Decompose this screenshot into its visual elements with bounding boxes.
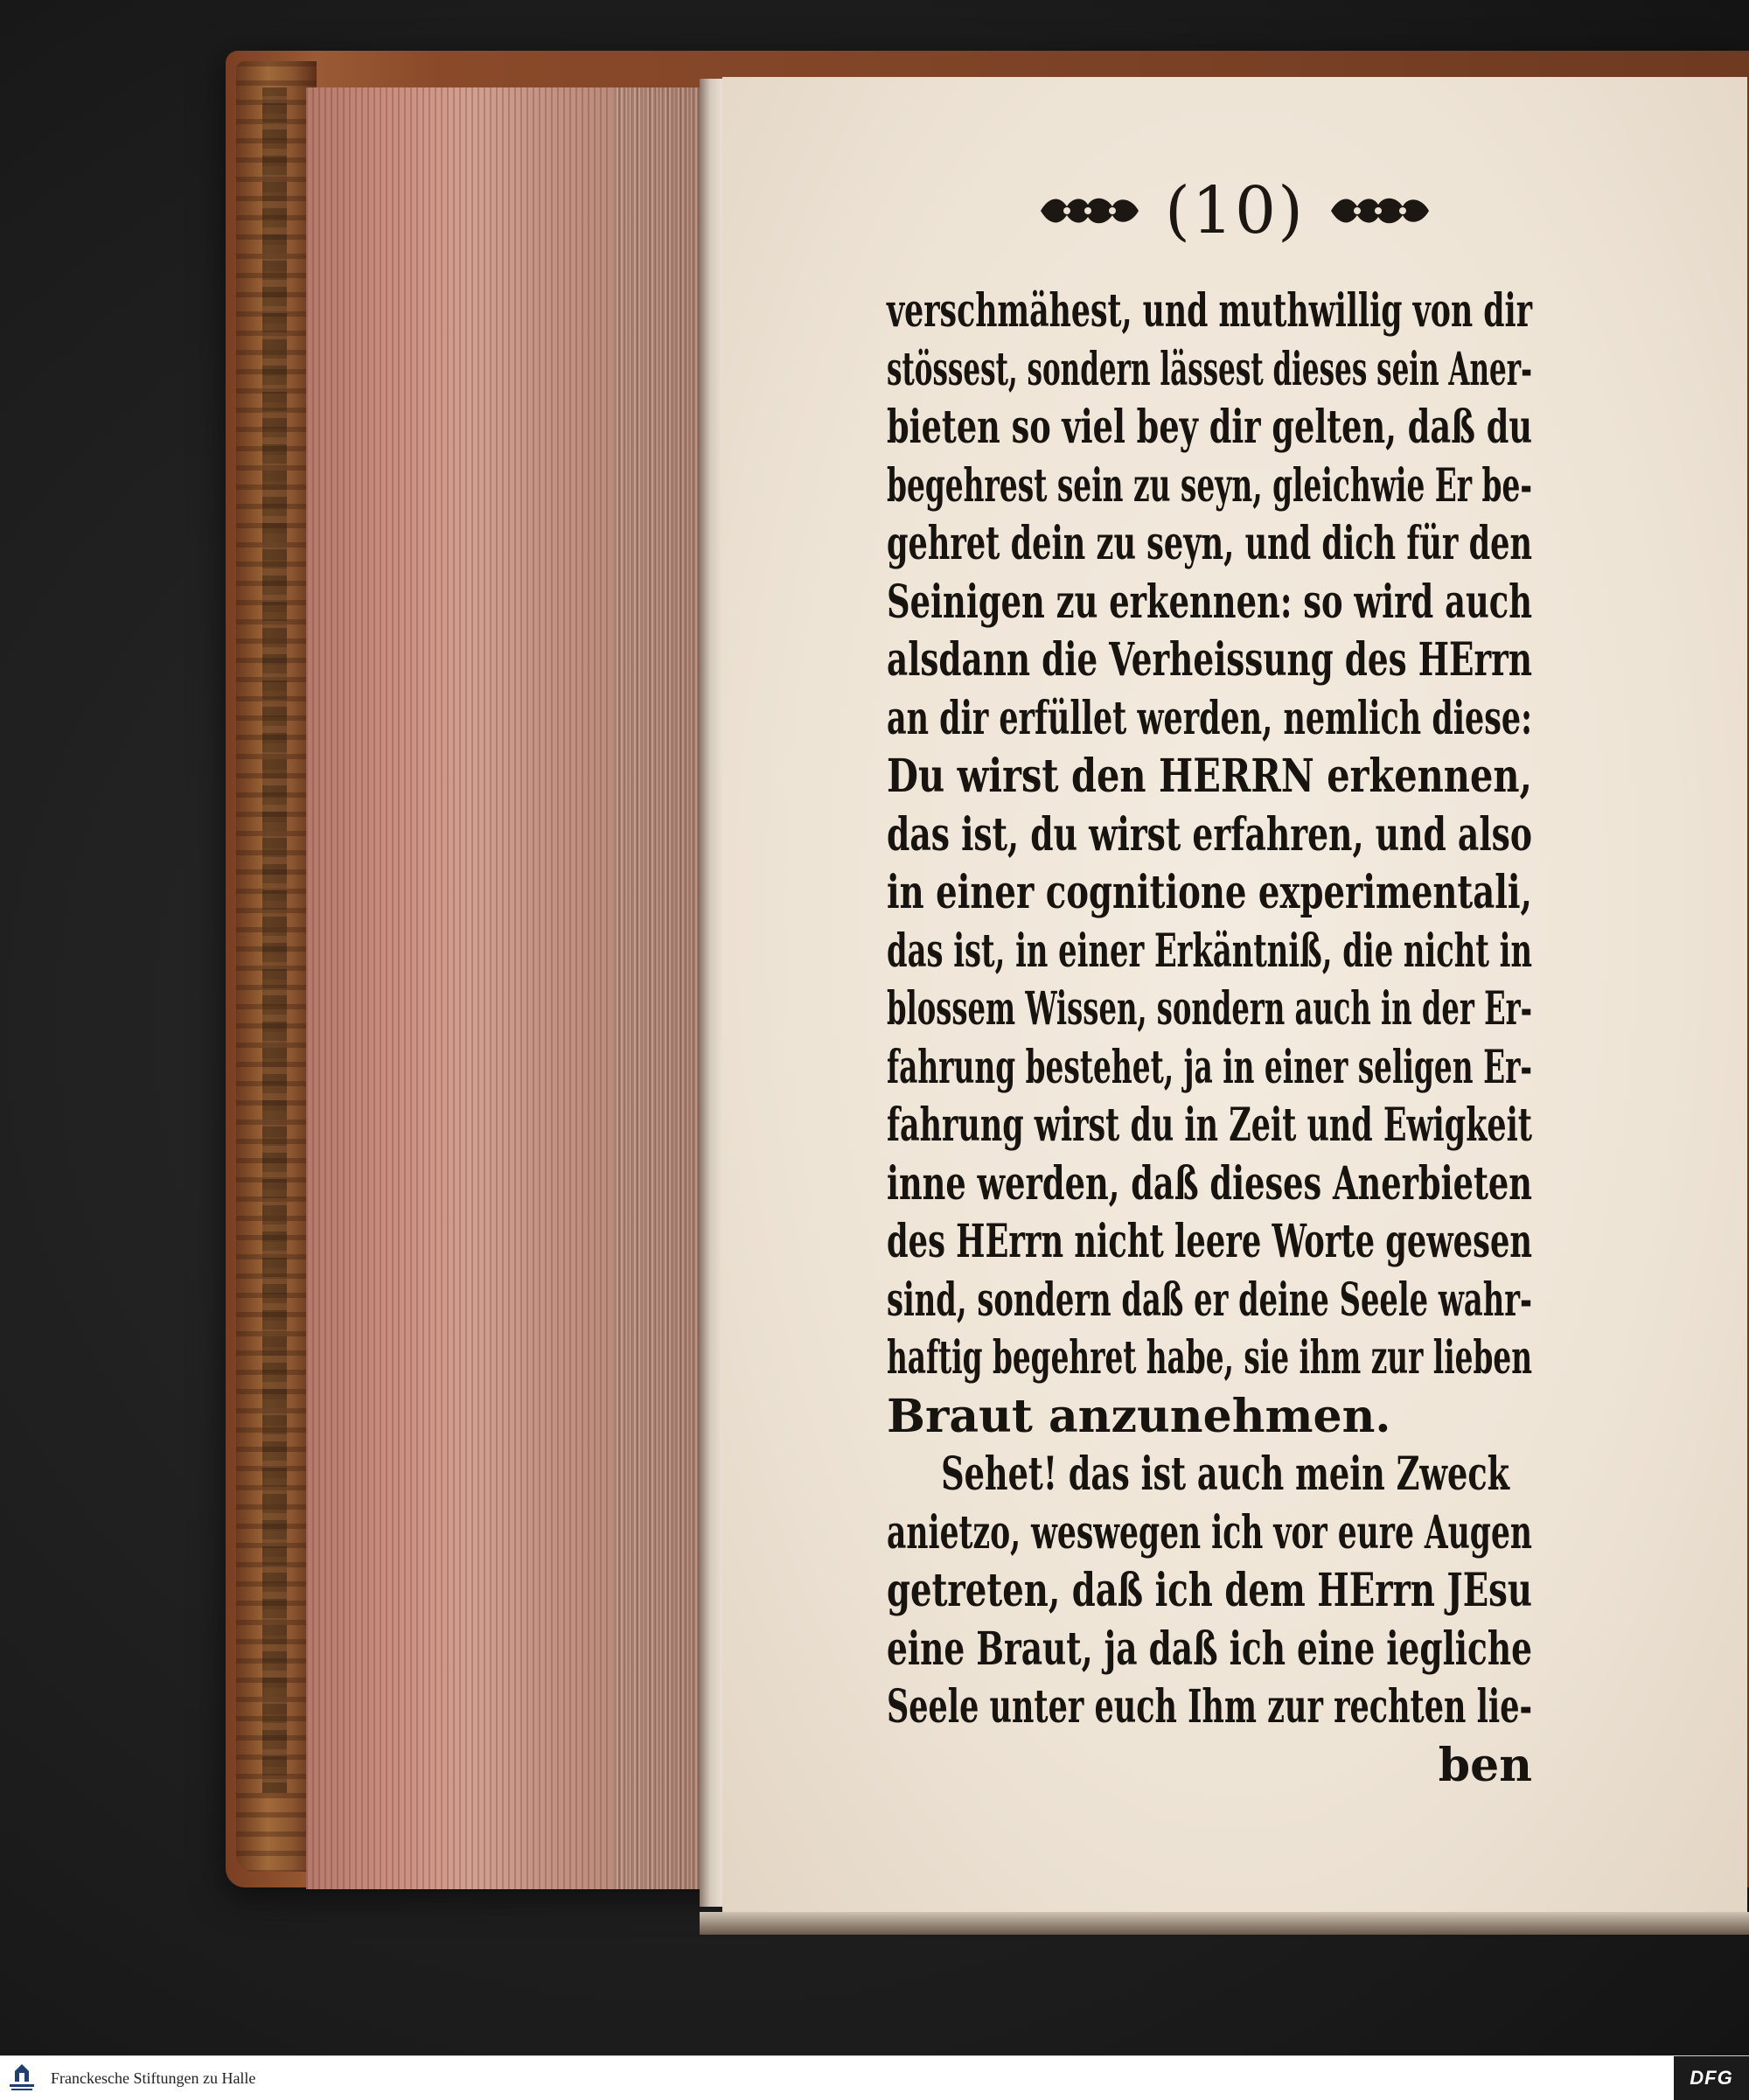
text-line: das ist, du wirst erfahren, und also bbox=[887, 807, 1532, 862]
catchword: ben bbox=[1438, 1738, 1532, 1792]
text-line: Seinigen zu erkennen: so wird auch bbox=[887, 575, 1532, 629]
institution-logo-icon bbox=[4, 2061, 39, 2096]
page-number: (10) bbox=[1165, 173, 1305, 248]
page-bottom-edge bbox=[700, 1912, 1749, 1935]
text-line: sind, sondern daß er deine Seele wahr- bbox=[887, 1273, 1532, 1327]
text-line: des HErrn nicht leere Worte gewesen bbox=[887, 1215, 1532, 1268]
text-line: alsdann die Verheissung des HErrn bbox=[887, 633, 1532, 687]
institution-name[interactable]: Franckesche Stiftungen zu Halle bbox=[51, 2069, 256, 2087]
text-line: begehrest sein zu seyn, gleichwie Er be- bbox=[887, 458, 1532, 513]
institution-logo[interactable] bbox=[0, 2056, 44, 2100]
text-line: fahrung wirst du in Zeit und Ewigkeit bbox=[887, 1099, 1532, 1152]
spine-wear bbox=[262, 87, 287, 1793]
footer-bar bbox=[0, 2055, 1749, 2100]
text-line: fahrung bestehet, ja in einer seligen Er- bbox=[887, 1040, 1532, 1094]
text-line: Du wirst den HERRN erkennen, bbox=[887, 750, 1532, 803]
text-line: blossem Wissen, sondern auch in der Er- bbox=[887, 982, 1532, 1036]
text-line: das ist, in einer Erkäntniß, die nicht in bbox=[887, 924, 1532, 978]
text-line: eine Braut, ja daß ich eine iegliche bbox=[887, 1622, 1532, 1676]
text-line: Braut anzunehmen. bbox=[887, 1389, 1391, 1443]
text-line: Sehet! das ist auch mein Zweck bbox=[941, 1448, 1510, 1501]
text-line: haftig begehret habe, sie ihm zur lieben bbox=[887, 1331, 1532, 1385]
text-line: verschmähest, und muthwillig von dir bbox=[887, 284, 1532, 338]
text-line: anietzo, weswegen ich vor eure Augen bbox=[887, 1505, 1532, 1559]
text-line: Seele unter euch Ihm zur rechten lie- bbox=[887, 1680, 1532, 1734]
page-text bbox=[887, 283, 1532, 1795]
text-line: bieten so viel bey dir gelten, daß du bbox=[887, 401, 1532, 454]
text-line: getreten, daß ich dem HErrn JEsu bbox=[887, 1564, 1532, 1617]
left-ornament-icon bbox=[1037, 191, 1142, 231]
page-header bbox=[722, 173, 1747, 248]
text-line: inne werden, daß dieses Anerbieten bbox=[887, 1156, 1532, 1210]
text-line: in einer cognitione experimentali, bbox=[887, 866, 1532, 919]
dfg-badge[interactable]: DFG bbox=[1674, 2056, 1749, 2100]
text-line: gehret dein zu seyn, und dich für den bbox=[887, 517, 1532, 570]
page-block-fore-edge bbox=[306, 87, 720, 1889]
text-line: an dir erfüllet werden, nemlich diese: bbox=[887, 691, 1532, 745]
printed-page bbox=[722, 77, 1747, 1922]
right-ornament-icon bbox=[1327, 191, 1432, 231]
text-line: stössest, sondern lässest dieses sein Aner- bbox=[887, 342, 1532, 396]
